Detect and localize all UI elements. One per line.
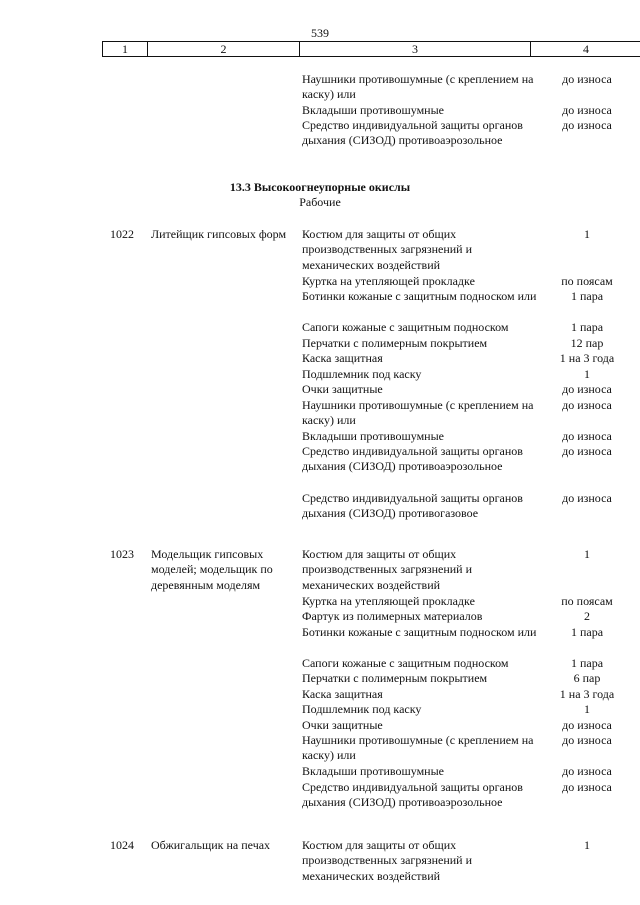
item-norm: 1 [584,547,590,561]
page-number: 539 [311,26,329,40]
item-name: Средство индивидуальной защиты органов дыхания (СИЗОД) противоаэрозольное [302,118,523,148]
list-item [302,609,632,625]
item-name: Ботинки кожаные с защитным подноском или [302,624,537,639]
item-norm: 1 пара [570,320,604,334]
list-item [302,382,632,398]
item-name: Куртка на утепляющей прокладке [302,273,475,288]
item-norm: 12 пар [570,335,604,350]
entry-profession: Обжигальщик на печах [151,838,271,852]
item-norm: 1 на 3 года [559,686,615,701]
list-item [302,733,632,764]
list-item [302,289,632,320]
list-item [302,336,632,352]
column-header-3: 3 [300,42,531,56]
item-norm: 1 пара [570,655,604,670]
entry-code: 1024 [110,838,134,852]
item-name: Сапоги кожаные с защитным подноском [302,655,509,670]
item-norm: до износа [562,490,612,505]
column-header-1: 1 [103,42,148,56]
item-norm: до износа [562,382,612,396]
list-item [302,103,632,118]
item-name: Костюм для защиты от общих производственных загрязнений и механических воздействий [302,547,473,592]
item-norm: до износа [562,72,612,86]
item-name: Очки защитные [302,717,383,732]
item-name: Каска защитная [302,686,383,701]
item-name: Наушники противошумные (с креплением на каску) или [302,733,534,763]
item-name: Очки защитные [302,382,383,396]
item-name: Костюм для защиты от общих производственных загрязнений и механических воздействий [302,838,473,883]
list-item [302,671,632,687]
item-norm: до износа [562,733,612,747]
item-norm: по поясам [561,273,613,288]
item-norm: до износа [562,428,612,443]
entry-items [302,227,632,521]
list-item [302,72,632,103]
item-norm: 1 [584,702,590,716]
list-item [302,656,632,672]
list-item [302,838,632,884]
continuation-items [302,72,632,149]
item-norm: 1 на 3 года [559,351,615,365]
item-norm: 1 [584,838,590,852]
item-norm: 1 [584,227,590,241]
item-norm: 1 пара [570,624,604,639]
section-heading [0,180,640,211]
list-item [302,780,632,811]
item-norm: 1 пара [570,289,604,303]
list-item [302,718,632,734]
list-item [302,444,632,491]
item-name: Каска защитная [302,351,383,365]
list-item [302,702,632,718]
list-item [302,274,632,290]
item-name: Фартук из полимерных материалов [302,609,483,623]
list-item [302,764,632,780]
list-item [302,594,632,610]
item-norm: до износа [562,397,612,412]
list-item [302,367,632,383]
list-item [302,491,632,522]
item-name: Перчатки с полимерным покрытием [302,671,488,685]
item-name: Подшлемник под каску [302,366,422,381]
item-name: Перчатки с полимерным покрытием [302,335,488,350]
entry-items [302,547,632,810]
entry-code: 1022 [110,227,134,241]
list-item [302,227,632,274]
item-norm: 2 [584,609,590,623]
entry-items [302,838,632,884]
section-subtitle: Рабочие [299,195,341,210]
item-name: Ботинки кожаные с защитным подноском или [302,289,537,303]
item-norm: до износа [562,118,612,132]
item-name: Подшлемник под каску [302,702,422,716]
item-norm: до износа [562,444,612,458]
section-title: 13.3 Высокоогнеупорные окислы [229,180,411,194]
item-name: Наушники противошумные (с креплением на каску) или [302,72,534,102]
item-name: Наушники противошумные (с креплением на каску) или [302,397,534,427]
entry-profession: Модельщик гипсовых моделей; модельщик по деревянным моделям [151,547,273,592]
item-norm: до износа [562,779,612,794]
item-norm: 1 [584,366,590,381]
entry-code: 1023 [110,547,134,561]
item-norm: до износа [562,717,612,732]
list-item [302,320,632,336]
item-name: Вкладыши противошумные [302,764,444,778]
list-item [302,398,632,429]
item-name: Вкладыши противошумные [302,103,444,117]
item-name: Вкладыши противошумные [302,428,444,443]
item-norm: 6 пар [573,671,601,685]
item-norm: до износа [562,103,612,117]
item-name: Сапоги кожаные с защитным подноском [302,320,509,334]
item-norm: до износа [562,764,612,778]
item-norm: по поясам [561,593,613,608]
item-name: Средство индивидуальной защиты органов дыхания (СИЗОД) противогазовое [302,490,523,520]
list-item [302,118,632,149]
list-item [302,625,632,656]
item-name: Костюм для защиты от общих производственных загрязнений и механических воздействий [302,227,473,272]
column-header-row [102,41,640,57]
item-name: Куртка на утепляющей прокладке [302,593,475,608]
entry-profession: Литейщик гипсовых форм [151,227,287,241]
item-name: Средство индивидуальной защиты органов дыхания (СИЗОД) противоаэрозольное [302,779,523,809]
column-header-2: 2 [148,42,300,56]
list-item [302,687,632,703]
list-item [302,351,632,367]
list-item [302,547,632,594]
item-name: Средство индивидуальной защиты органов дыхания (СИЗОД) противоаэрозольное [302,444,523,474]
column-header-4: 4 [583,42,589,56]
list-item [302,429,632,445]
